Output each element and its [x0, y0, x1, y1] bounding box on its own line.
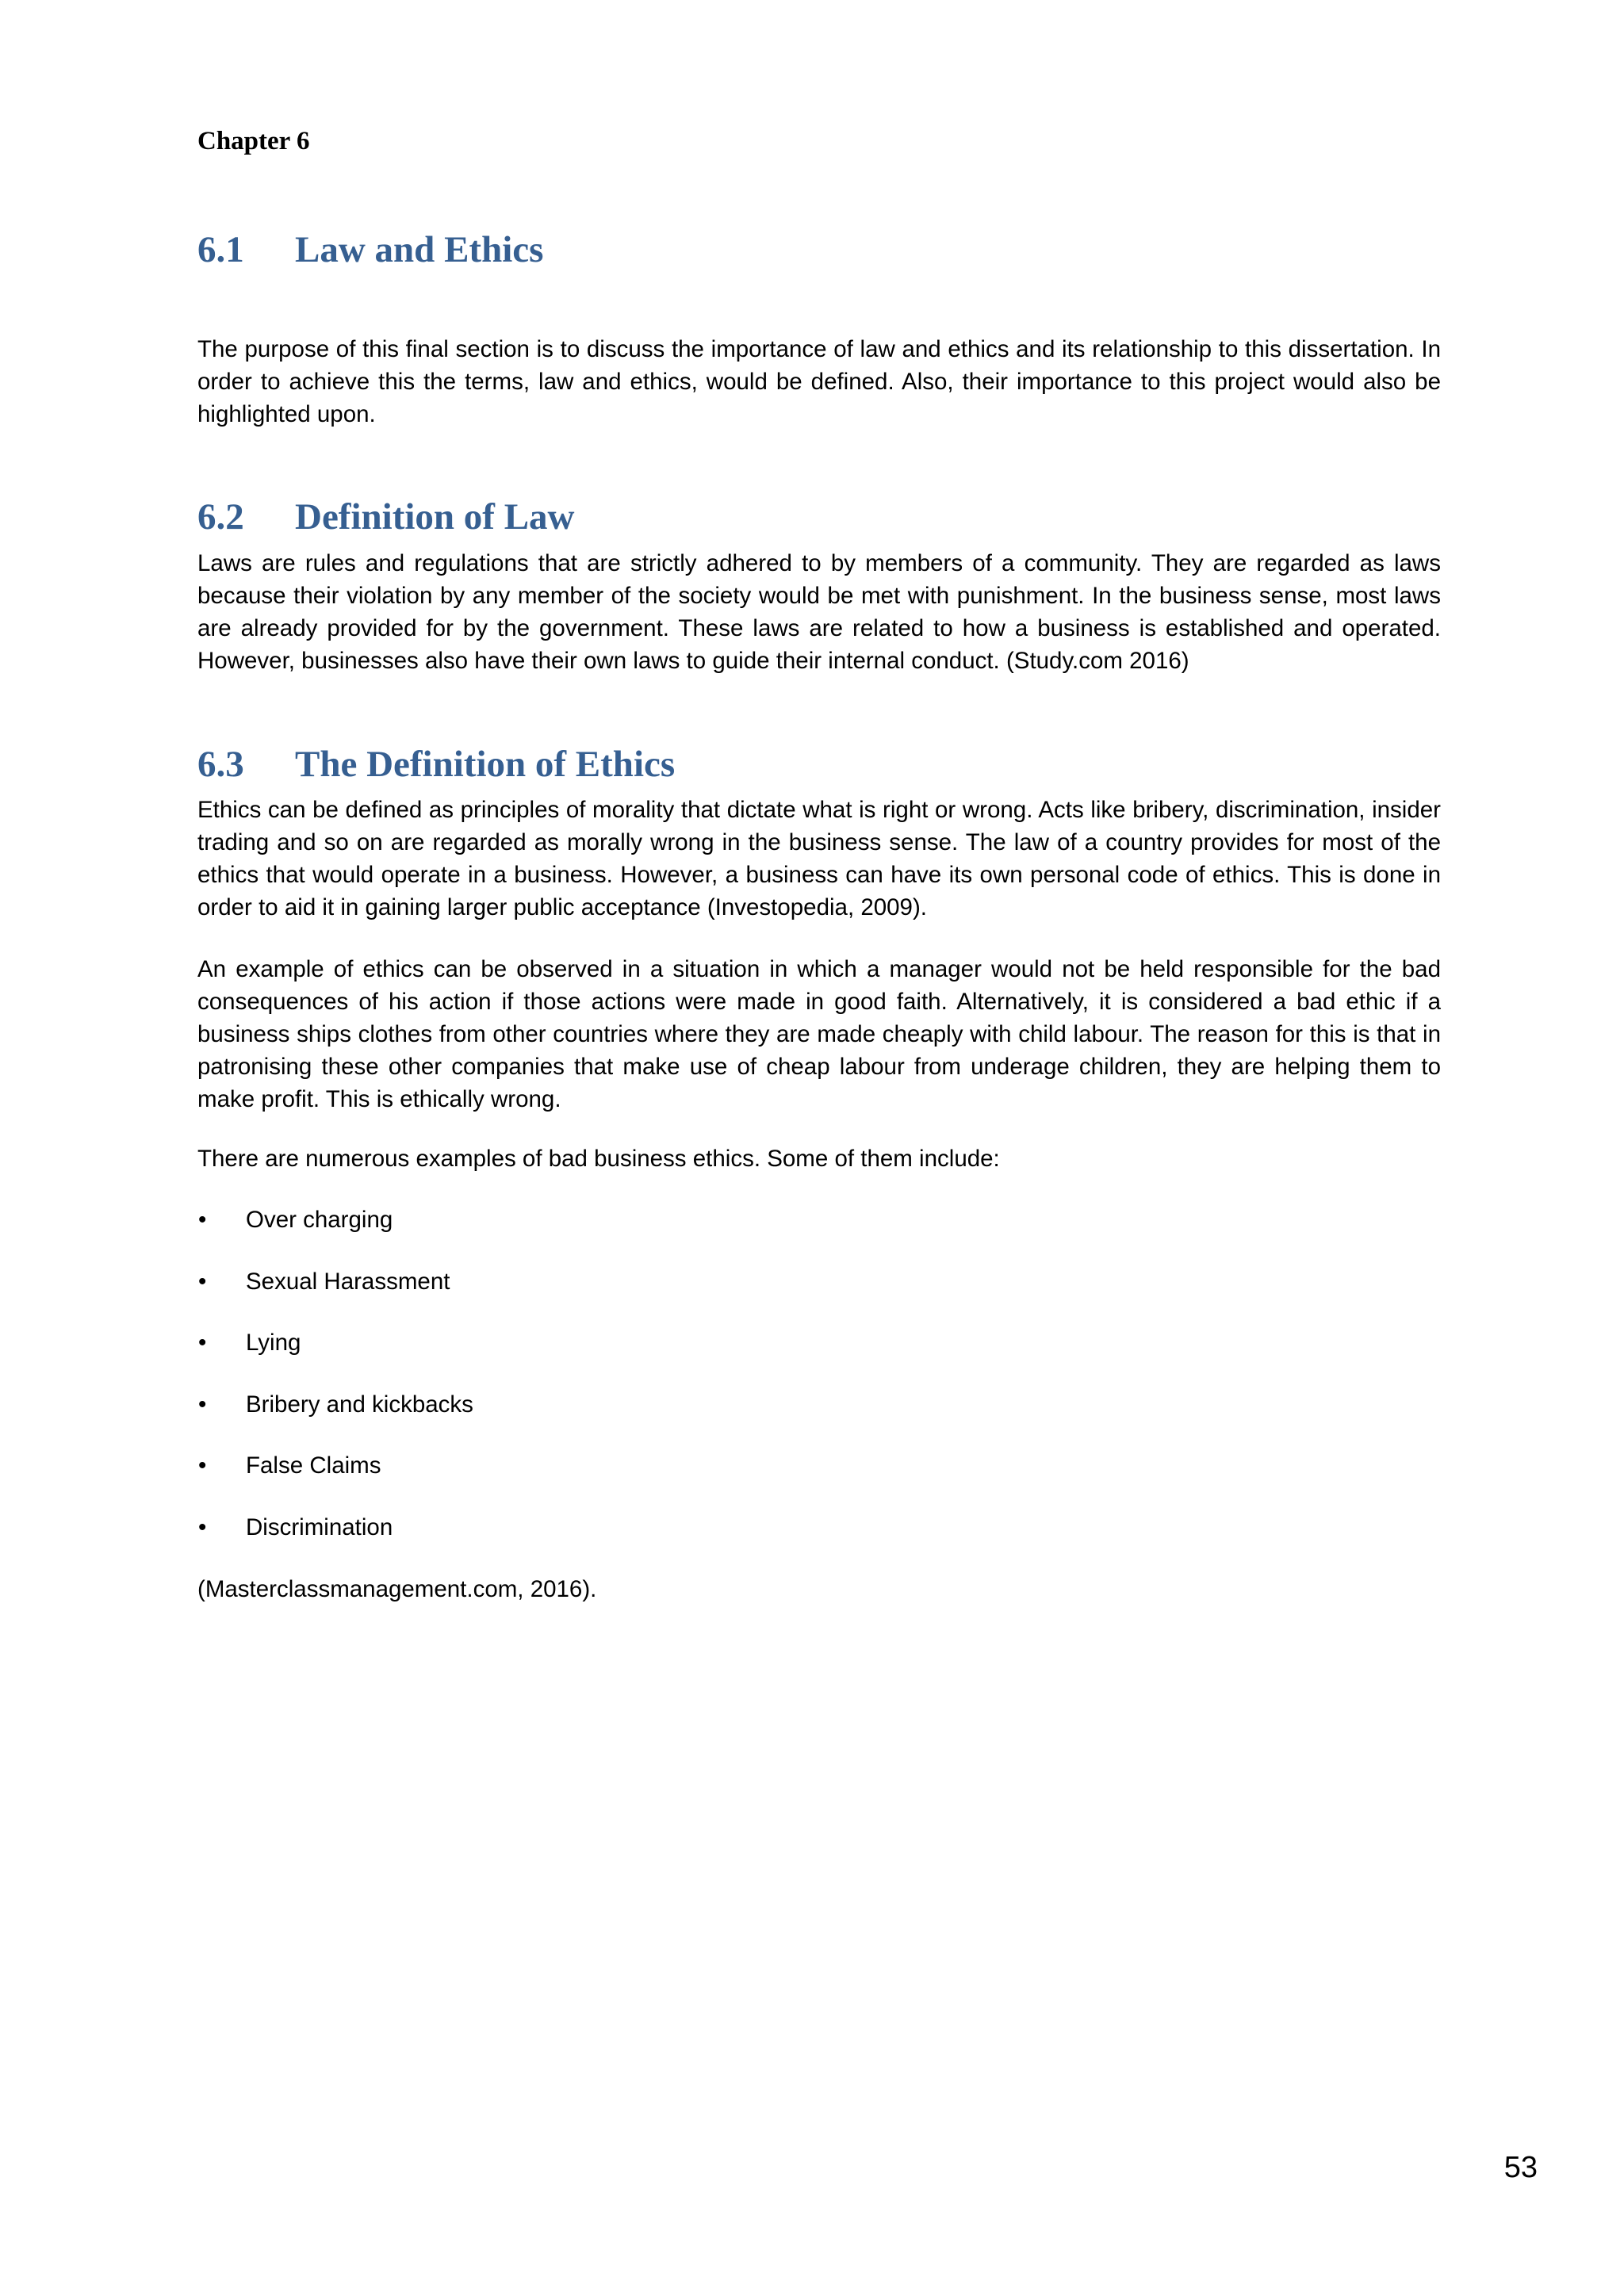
list-item-text: False Claims	[246, 1452, 381, 1479]
bullet-icon: •	[198, 1268, 207, 1295]
section-number: 6.1	[197, 229, 244, 270]
section-title: The Definition of Ethics	[295, 744, 676, 785]
list-item	[197, 1265, 473, 1327]
section-heading-6-3	[197, 743, 675, 786]
paragraph-definition-of-law: Laws are rules and regulations that are strictly adhered to by members of a community. They are regarded as laws because their violation by any member of the society would be met with punishment. In the business sense, most laws are already provided for by the government. These laws are related to how a business is established and operated. However, businesses also have their own laws to guide their internal conduct. (Study.com 2016)	[197, 550, 1441, 674]
paragraph-definition-of-ethics: Ethics can be defined as principles of morality that dictate what is right or wrong. Acts like bribery, discrimination, insider trading and so on are regarded as morally wrong in the business sense. The law of a country provides for most of the ethics that would operate in a business. However, a business can have its own personal code of ethics. This is done in order to aid it in gaining larger public acceptance (Investopedia, 2009).	[197, 797, 1441, 920]
page-number: 53	[1503, 2151, 1538, 2184]
section-number: 6.3	[197, 744, 244, 785]
list-item	[197, 1388, 473, 1450]
list-item-text: Bribery and kickbacks	[246, 1391, 473, 1418]
citation: (Masterclassmanagement.com, 2016).	[197, 1576, 597, 1602]
list-item	[197, 1203, 473, 1265]
list-item	[197, 1449, 473, 1511]
list-item-text: Discrimination	[246, 1513, 393, 1540]
list-item	[197, 1511, 473, 1573]
section-heading-6-2	[197, 496, 575, 538]
bad-ethics-list	[197, 1203, 473, 1572]
list-item-text: Lying	[246, 1330, 301, 1356]
paragraph-bad-ethics-intro: There are numerous examples of bad business ethics. Some of them include:	[197, 1146, 1000, 1172]
list-item	[197, 1326, 473, 1388]
paragraph-ethics-example: An example of ethics can be observed in a situation in which a manager would not be held responsible for the bad consequences of his action if those actions were made in good faith. Alternatively, it is considered a bad ethic if a business ships clothes from other countries where they are made cheaply with child labour. The reason for this is that in patronising these other companies that make use of cheap labour from underage children, they are helping them to make profit. This is ethically wrong.	[197, 956, 1441, 1112]
paragraph-law-and-ethics-intro: The purpose of this final section is to discuss the importance of law and ethics and its relationship to this dissertation. In order to achieve this the terms, law and ethics, would be defined. Also, their importance to this project would also be highlighted upon.	[197, 336, 1441, 427]
section-title: Definition of Law	[295, 496, 575, 538]
list-item-text: Over charging	[246, 1207, 393, 1233]
section-title: Law and Ethics	[295, 229, 544, 270]
chapter-label: Chapter 6	[197, 127, 310, 155]
section-number: 6.2	[197, 496, 244, 538]
bullet-icon: •	[198, 1452, 207, 1479]
bullet-icon: •	[198, 1391, 207, 1418]
list-item-text: Sexual Harassment	[246, 1268, 450, 1295]
section-heading-6-1	[197, 228, 543, 271]
bullet-icon: •	[198, 1330, 207, 1356]
bullet-icon: •	[198, 1513, 207, 1540]
bullet-icon: •	[198, 1207, 207, 1233]
